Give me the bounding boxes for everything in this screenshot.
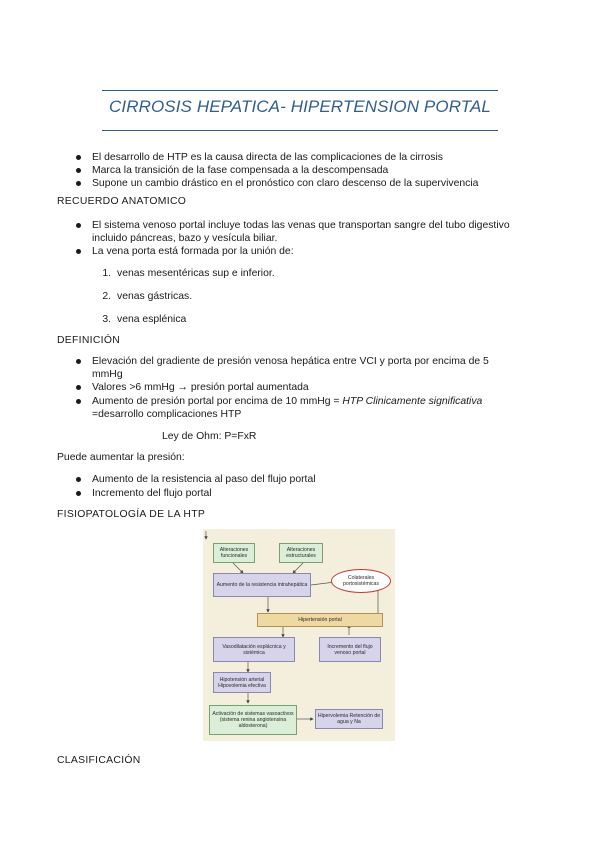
intro-bullet-2: Marca la transición de la fase compensada a la descompensada (92, 165, 389, 176)
page-title: CIRROSIS HEPATICA- HIPERTENSION PORTAL (109, 97, 491, 116)
box-alteraciones-funcionales: Alteraciones funcionales (213, 543, 255, 563)
box-activacion-sistemas: Activación de sistemas vasoactivos (sistema renina angiotensina aldosterona) (209, 705, 297, 735)
box-vasodilatacion: Vasodilatación esplácnica y sistémica (213, 637, 295, 662)
recuerdo-bullet-1-line2: incluido páncreas, bazo y vesícula biliar. (92, 233, 278, 244)
definicion-bullet-3-prefix: Aumento de presión portal por encima de 10 mmHg = (92, 396, 343, 407)
title-rule-top (102, 90, 498, 91)
numbered-item-3-text: vena esplénica (117, 314, 187, 325)
recuerdo-bullet-2: La vena porta está formada por la unión de: (92, 246, 294, 257)
definicion-bullet-1-line2: mmHg (92, 369, 123, 380)
intro-bullet-3: Supone un cambio drástico en el pronóstico con claro descenso de la supervivencia (92, 178, 479, 189)
intro-bullet-1: El desarrollo de HTP es la causa directa de las complicaciones de la cirrosis (92, 152, 443, 163)
box-aumento-resistencia: Aumento de la resistencia intrahepática (213, 573, 311, 597)
numbered-item-3-number: 3. (102, 314, 111, 325)
box-alteraciones-estructurales: Alteraciones estructurales (279, 543, 323, 563)
definicion-bullet-3-line2: =desarrollo complicaciones HTP (92, 409, 242, 420)
definicion-bullet-1 (92, 355, 489, 381)
section-heading-recuerdo: RECUERDO ANATOMICO (57, 196, 187, 207)
numbered-item-2-text: venas gástricas. (117, 291, 193, 302)
numbered-item-1-text: venas mesentéricas sup e inferior. (117, 268, 275, 279)
box-incremento-flujo: Incremento del flujo venoso portal (319, 637, 381, 662)
puede-label: Puede aumentar la presión: (57, 452, 185, 463)
numbered-item-3 (102, 313, 187, 326)
puede-bullet-2: Incremento del flujo portal (92, 488, 212, 499)
oval-colaterales: Colaterales portosistémicas (331, 569, 391, 593)
htp-flowchart (203, 529, 395, 741)
section-heading-definicion: DEFINICIÓN (57, 335, 121, 346)
numbered-item-1-number: 1. (102, 268, 111, 279)
recuerdo-bullet-1-line1: El sistema venoso portal incluye todas las venas que transportan sangre del tubo digestivo (92, 220, 510, 231)
definicion-bullet-3-italic: HTP Clinicamente significativa (342, 396, 483, 407)
numbered-item-2-number: 2. (102, 291, 111, 302)
numbered-item-2 (102, 290, 193, 303)
puede-bullet-1: Aumento de la resistencia al paso del flujo portal (92, 474, 316, 485)
definicion-bullet-2: Valores >6 mmHg → presión portal aumentada (92, 382, 309, 393)
definicion-bullet-3 (92, 395, 482, 421)
box-hipervolemia: Hipervolemia Retención de agua y Na (315, 709, 383, 729)
section-heading-clasificacion: CLASIFICACIÓN (57, 755, 141, 766)
title-rule-bottom (102, 130, 498, 131)
numbered-item-1 (102, 267, 275, 280)
recuerdo-bullet-1 (92, 219, 510, 245)
definicion-bullet-1-line1: Elevación del gradiente de presión venosa hepática entre VCI y porta por encima de 5 (92, 356, 489, 367)
box-hipertension-portal: Hipertensión portal (257, 613, 383, 627)
ohm-law: Ley de Ohm: P=FxR (162, 431, 257, 442)
box-hipotension: Hipotensión arterial Hipovolemia efectiva (213, 672, 271, 693)
section-heading-fisiopatologia: FISIOPATOLOGÍA DE LA HTP (57, 509, 206, 520)
